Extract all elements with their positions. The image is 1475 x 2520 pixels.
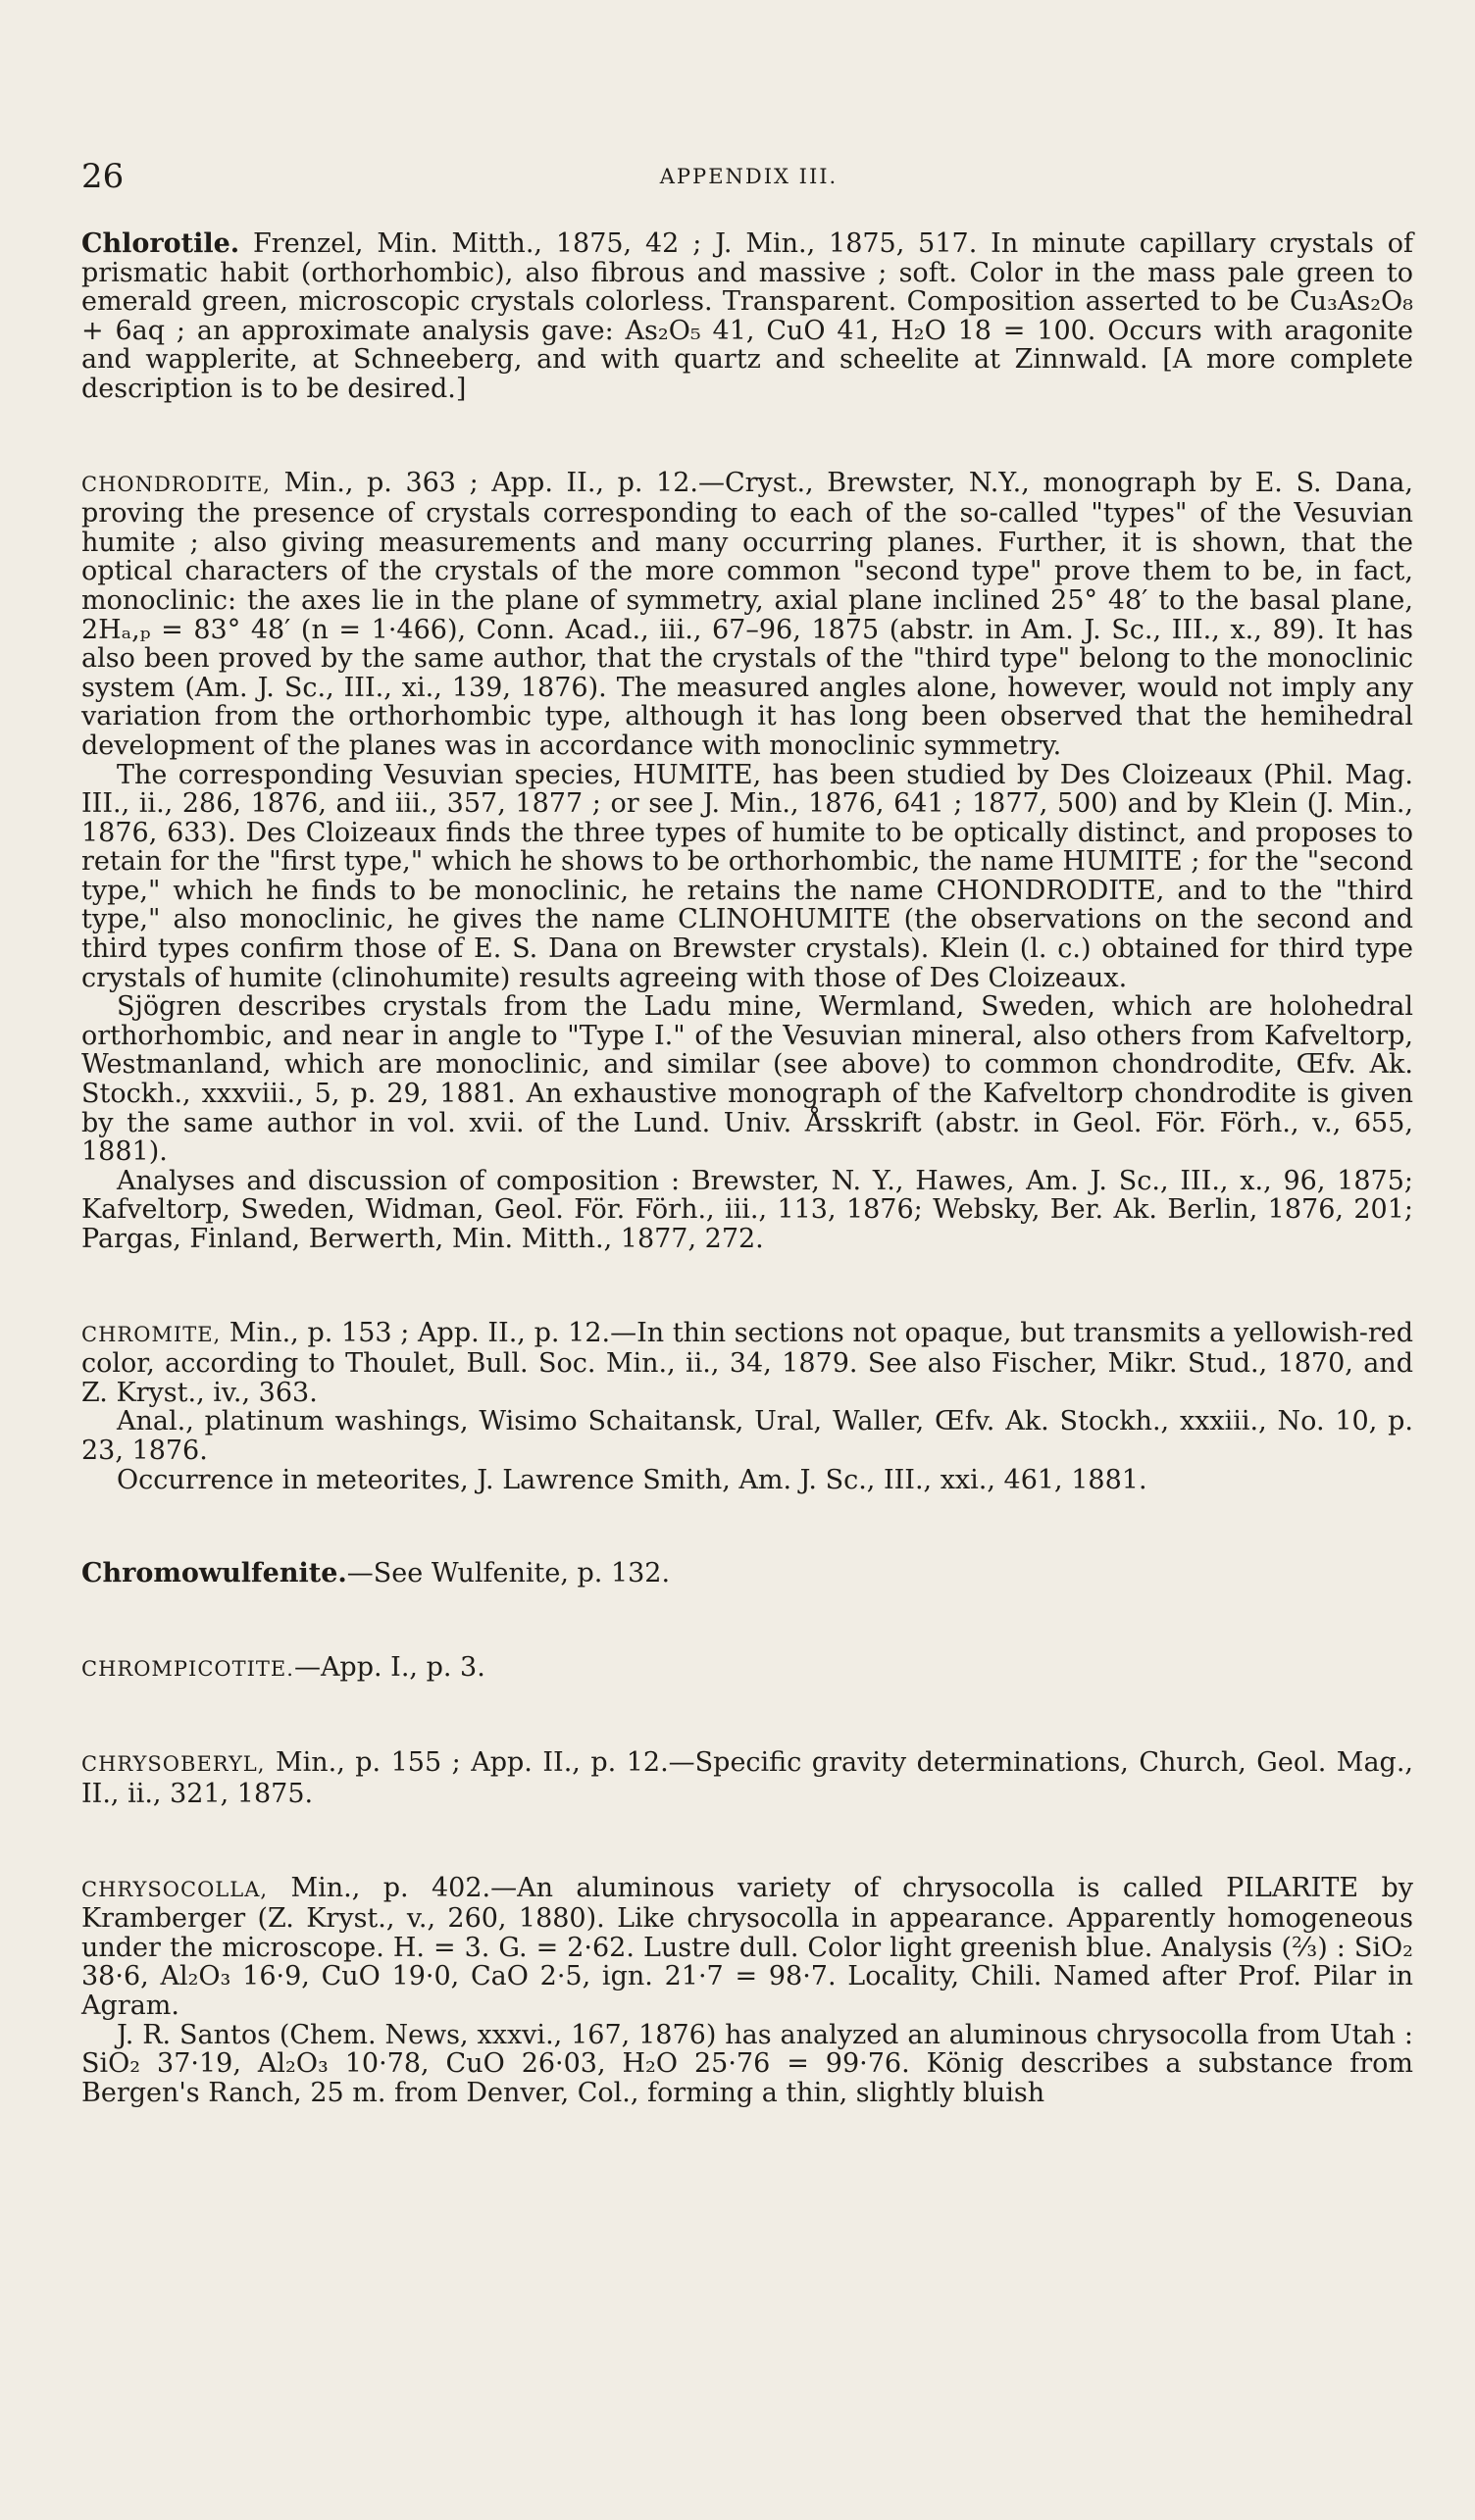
entry-chromite — [81, 1319, 1413, 1495]
entry-paragraph — [81, 229, 1413, 404]
entry-chlorotile — [81, 229, 1413, 404]
entry-text: Min., p. 153 ; App. II., p. 12.—In thin sections not opaque, but transmits a yellowish-red color, according to Thoulet, Bull. Soc. Min., ii., 34, 1879. See also Fischer, Mikr. Stud., 1870, and Z. Kryst., iv., 363. — [81, 1317, 1413, 1408]
entry-paragraph — [81, 1319, 1413, 1408]
entry-head: CHROMPICOTITE. — [81, 1656, 294, 1681]
entry-paragraph — [81, 1874, 1413, 2021]
entry-head: CHROMITE, — [81, 1322, 222, 1346]
entry-paragraph: Occurrence in meteorites, J. Lawrence Smith, Am. J. Sc., III., xxi., 461, 1881. — [117, 1464, 1147, 1495]
page-number: 26 — [81, 157, 125, 196]
entry-paragraph: Analyses and discussion of composition : Brewster, N. Y., Hawes, Am. J. Sc., III., x., 96, 1875; Kafveltorp, Sweden, Widman, Geol. För. Förh., iii., 113, 1876; Websky, Ber. Ak. Berlin, 1876, 201; Pargas, Finland, Berwerth, Min. Mitth., 1877, 272. — [81, 1165, 1413, 1254]
entry-chrompicotite — [81, 1653, 1413, 1685]
entry-text: —App. I., p. 3. — [293, 1651, 485, 1683]
entry-head: CHRYSOBERYL, — [81, 1752, 266, 1777]
entry-text: Min., p. 402.—An aluminous variety of chrysocolla is called PILARITE by Kramberger (Z. Kryst., v., 260, 1880). Like chrysocolla in appearance. Apparently homogeneous under the microscope. H. = 3. G. = 2·62. Lustre dull. Color light greenish blue. Analysis (⅔) : SiO₂ 38·6, Al₂O₃ 16·9, CuO 19·0, CaO 2·5, ign. 21·7 = 98·7. Locality, Chili. Named after Prof. Pilar in Agram. — [81, 1872, 1413, 2021]
entry-paragraph — [81, 1653, 1413, 1685]
entry-chromowulfenite — [81, 1559, 1413, 1588]
entry-head: CHONDRODITE, — [81, 472, 271, 496]
entry-head: Chlorotile. — [81, 228, 240, 259]
entry-paragraph: Sjögren describes crystals from the Ladu mine, Wermland, Sweden, which are holohedral orthorhombic, and near in angle to "Type I." of the Vesuvian mineral, also others from Kafveltorp, Westmanland, which are monoclinic, and similar (see above) to common chondrodite, Œfv. Ak. Stockh., xxxviii., 5, p. 29, 1881. An exhaustive monograph of the Kafveltorp chondrodite is given by the same author in vol. xvii. of the Lund. Univ. Årsskrift (abstr. in Geol. För. Förh., v., 655, 1881). — [81, 991, 1413, 1168]
entry-head: CHRYSOCOLLA, — [81, 1877, 269, 1901]
entry-paragraph — [81, 469, 1413, 761]
entry-paragraph: The corresponding Vesuvian species, HUMITE, has been studied by Des Cloizeaux (Phil. Mag. III., ii., 286, 1876, and iii., 357, 1877 ; or see J. Min., 1876, 641 ; 1877, 500) and by Klein (J. Min., 1876, 633). Des Cloizeaux finds the three types of humite to be optically distinct, and proposes to retain for the "first type," which he shows to be orthorhombic, the name HUMITE ; for the "second type," which he finds to be monoclinic, he retains the name CHONDRODITE, and to the "third type," also monoclinic, he gives the name CLINOHUMITE (the observations on the second and third types confirm those of E. S. Dana on Brewster crystals). Klein (l. c.) obtained for third type crystals of humite (clinohumite) results agreeing with those of Des Cloizeaux. — [81, 759, 1413, 993]
entry-paragraph — [81, 1559, 1413, 1588]
running-head: APPENDIX III. — [659, 165, 839, 188]
entry-text: Frenzel, Min. Mitth., 1875, 42 ; J. Min., 1875, 517. In minute capillary crystals of prismatic habit (orthorhombic), also fibrous and massive ; soft. Color in the mass pale green to emerald green, microscopic crystals colorless. Transparent. Composition asserted to be Cu₃As₂O₈ + 6aq ; an approximate analysis gave: As₂O₅ 41, CuO 41, H₂O 18 = 100. Occurs with aragonite and wapplerite, at Schneeberg, and with quartz and scheelite at Zinnwald. [A more complete description is to be desired.] — [81, 228, 1413, 404]
entry-chondrodite — [81, 469, 1413, 1254]
entry-paragraph: J. R. Santos (Chem. News, xxxvi., 167, 1876) has analyzed an aluminous chrysocolla from Utah : SiO₂ 37·19, Al₂O₃ 10·78, CuO 26·03, H₂O 25·76 = 99·76. König describes a substance from Bergen's Ranch, 25 m. from Denver, Col., forming a thin, slightly bluish — [81, 2019, 1413, 2108]
entry-chrysocolla — [81, 1874, 1413, 2108]
entry-text: —See Wulfenite, p. 132. — [346, 1558, 671, 1589]
page-header — [81, 157, 1416, 196]
entry-paragraph — [81, 1748, 1413, 1808]
page-body — [81, 229, 1413, 2172]
entry-chrysoberyl — [81, 1748, 1413, 1808]
entry-head: Chromowulfenite. — [81, 1558, 347, 1589]
entry-text: Min., p. 363 ; App. II., p. 12.—Cryst., Brewster, N.Y., monograph by E. S. Dana, proving the presence of crystals corresponding to each of the so-called "types" of the Vesuvian humite ; also giving measurements and many occurring planes. Further, it is shown, that the optical characters of the crystals of the more common "second type" prove them to be, in fact, monoclinic: the axes lie in the plane of symmetry, axial plane inclined 25° 48′ to the basal plane, 2Hₐ,ₚ = 83° 48′ (n = 1·466), Conn. Acad., iii., 67–96, 1875 (abstr. in Am. J. Sc., III., x., 89). It has also been proved by the same author, that the crystals of the "third type" belong to the monoclinic system (Am. J. Sc., III., xi., 139, 1876). The measured angles alone, however, would not imply any variation from the orthorhombic type, although it has long been observed that the hemihedral development of the planes was in accordance with monoclinic symmetry. — [81, 467, 1413, 761]
entry-text: Min., p. 155 ; App. II., p. 12.—Specific gravity determinations, Church, Geol. Mag., II., ii., 321, 1875. — [81, 1747, 1413, 1809]
entry-paragraph: Anal., platinum washings, Wisimo Schaitansk, Ural, Waller, Œfv. Ak. Stockh., xxxiii., No. 10, p. 23, 1876. — [81, 1406, 1413, 1466]
